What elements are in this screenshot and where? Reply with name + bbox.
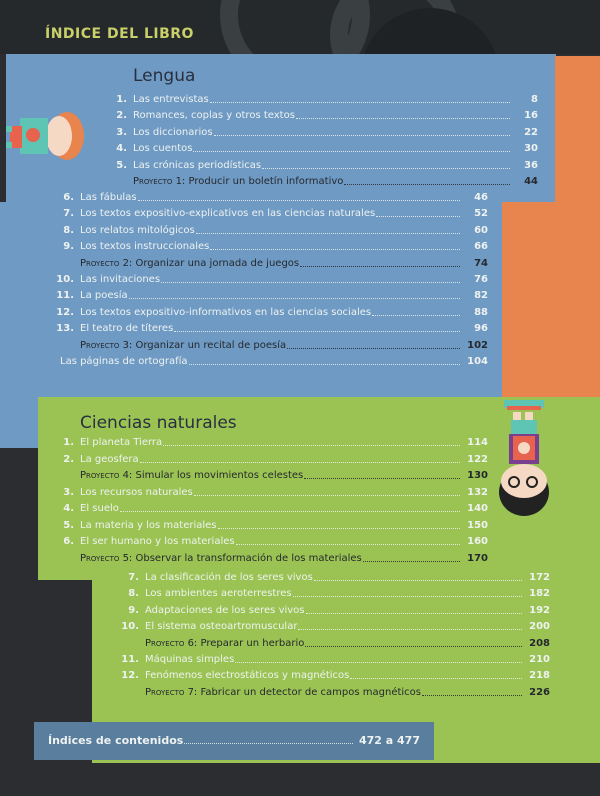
- dot-leader: [376, 216, 460, 217]
- dot-leader: [189, 364, 460, 365]
- toc-page: 8: [531, 94, 538, 105]
- toc-title-text: El planeta Tierra: [80, 437, 163, 448]
- toc-page: 218: [529, 670, 550, 682]
- toc-row[interactable]: [128, 601, 550, 617]
- toc-page: 16: [524, 110, 538, 122]
- toc-title: [145, 638, 304, 650]
- toc-number: 10.: [121, 621, 139, 633]
- project-label: Proyecto 2:: [80, 257, 133, 269]
- toc-number: 3.: [116, 126, 127, 138]
- toc-project-row[interactable]: [145, 683, 550, 699]
- toc-title-text: Adaptaciones de los seres vivos: [145, 604, 305, 616]
- toc-row[interactable]: [121, 666, 550, 682]
- toc-title-text: Las páginas de ortografía: [60, 356, 188, 367]
- toc-title: [80, 553, 362, 565]
- toc-number: 1.: [116, 94, 127, 105]
- toc-number: 11.: [121, 654, 139, 665]
- toc-title-text: Los ambientes aeroterrestres: [145, 588, 292, 600]
- dot-leader: [236, 544, 460, 545]
- toc-title: [80, 536, 235, 548]
- toc-project-row[interactable]: [80, 254, 488, 270]
- toc-title-text: Observar la transformación de los materiales: [135, 552, 362, 564]
- toc-number: 8.: [128, 588, 139, 600]
- toc-title-text: Los relatos mitológicos: [80, 224, 195, 236]
- toc-title-text: Las entrevistas: [133, 94, 209, 105]
- toc-number: 9.: [128, 604, 139, 616]
- toc-page: 472 a 477: [358, 734, 420, 747]
- section-title-ciencias: Ciencias naturales: [80, 413, 237, 433]
- dot-leader: [161, 282, 460, 283]
- toc-title: [80, 470, 303, 482]
- toc-page: 170: [467, 552, 488, 564]
- toc-row[interactable]: [63, 188, 488, 204]
- project-label: Proyecto 7:: [145, 686, 198, 698]
- toc-row[interactable]: [63, 483, 488, 499]
- toc-title-text: Los textos expositivo-informativos en las ciencias sociales: [80, 306, 372, 318]
- toc-title: [80, 340, 286, 352]
- toc-row[interactable]: [63, 433, 488, 449]
- dot-leader: [140, 462, 460, 463]
- toc-row[interactable]: [56, 286, 488, 302]
- dot-leader: [372, 315, 460, 316]
- toc-title-text: Los cuentos: [133, 143, 193, 155]
- project-label: Proyecto 5:: [80, 552, 133, 564]
- dot-leader: [210, 249, 460, 250]
- toc-title: [80, 225, 195, 237]
- toc-title-text: Producir un boletín informativo: [188, 176, 344, 187]
- toc-row[interactable]: [63, 532, 488, 548]
- dot-leader: [300, 266, 460, 267]
- toc-title: Índices de contenidos: [48, 734, 184, 747]
- toc-title: [145, 621, 297, 633]
- toc-page: 192: [529, 604, 550, 616]
- toc-title: [133, 94, 209, 106]
- toc-page: 82: [474, 290, 488, 302]
- toc-title: [133, 160, 261, 172]
- project-label: Proyecto 6:: [145, 637, 198, 649]
- toc-title-text: Los recursos naturales: [80, 486, 193, 498]
- toc-title-text: El suelo: [80, 503, 119, 514]
- toc-title-text: El sistema osteoartromuscular: [145, 621, 298, 633]
- dot-leader: [314, 580, 522, 581]
- toc-page: 208: [529, 637, 550, 649]
- toc-title-text: Fenómenos electrostáticos y magnéticos: [145, 670, 350, 682]
- toc-title: [133, 110, 295, 122]
- toc-number: 13.: [56, 323, 74, 335]
- toc-title: [80, 503, 119, 515]
- toc-number: 4.: [116, 143, 127, 155]
- toc-title-text: Organizar una jornada de juegos: [135, 257, 300, 269]
- toc-page: 66: [474, 241, 488, 253]
- toc-title: [80, 290, 128, 302]
- toc-row[interactable]: [56, 270, 488, 286]
- toc-title-text: Las crónicas periodísticas: [133, 159, 262, 171]
- child-illustration-lengua: [6, 100, 86, 170]
- toc-title-text: Organizar un recital de poesía: [135, 339, 287, 351]
- toc-title: [145, 670, 349, 682]
- toc-title-text: Fabricar un detector de campos magnéticos: [200, 686, 422, 698]
- dot-leader: [363, 561, 460, 562]
- toc-number: 9.: [63, 241, 74, 253]
- toc-row[interactable]: [116, 90, 538, 106]
- toc-row[interactable]: [63, 499, 488, 515]
- toc-row[interactable]: [116, 106, 538, 122]
- toc-number: 4.: [63, 503, 74, 514]
- dot-leader: [163, 445, 460, 446]
- dot-leader: [296, 118, 510, 119]
- toc-project-row[interactable]: [80, 549, 488, 565]
- toc-page: 44: [524, 176, 538, 187]
- toc-page: 30: [524, 143, 538, 155]
- toc-title-text: El ser humano y los materiales: [80, 536, 235, 547]
- toc-title: [80, 208, 375, 220]
- dot-leader: [193, 151, 510, 152]
- dot-leader: [120, 511, 460, 512]
- toc-row[interactable]: [63, 204, 488, 220]
- toc-title-text: Las invitaciones: [80, 274, 161, 285]
- dot-leader: [350, 678, 522, 679]
- toc-row[interactable]: [56, 319, 488, 335]
- toc-number: 7.: [63, 208, 74, 220]
- toc-number: 2.: [63, 453, 74, 465]
- dot-leader: [210, 102, 510, 103]
- toc-number: 11.: [56, 290, 74, 302]
- dot-leader: [298, 629, 522, 630]
- dot-leader: [214, 135, 510, 136]
- toc-title-text: Las fábulas: [80, 192, 137, 203]
- section-title-lengua: Lengua: [133, 66, 196, 86]
- toc-title: [80, 307, 371, 319]
- toc-page: 76: [474, 274, 488, 285]
- dot-leader: [422, 695, 522, 696]
- toc-row-indices[interactable]: [48, 731, 420, 747]
- toc-title-text: Máquinas simples: [145, 654, 235, 665]
- toc-title: [133, 127, 213, 139]
- blue-strip: [0, 398, 40, 448]
- toc-number: 5.: [116, 159, 127, 171]
- toc-number: 7.: [128, 572, 139, 583]
- toc-row[interactable]: [63, 516, 488, 532]
- toc-row[interactable]: [116, 139, 538, 155]
- toc-row[interactable]: [128, 584, 550, 600]
- toc-row[interactable]: [128, 568, 550, 584]
- dot-leader: [138, 200, 460, 201]
- toc-project-row[interactable]: [133, 172, 538, 188]
- toc-row[interactable]: [63, 450, 488, 466]
- toc-page: 96: [474, 323, 488, 335]
- toc-row[interactable]: [63, 237, 488, 253]
- toc-title: [80, 454, 139, 466]
- toc-title: [145, 654, 234, 666]
- toc-number: 1.: [63, 437, 74, 448]
- toc-page: 46: [474, 192, 488, 203]
- toc-page: 160: [467, 536, 488, 547]
- toc-title: [80, 258, 299, 270]
- toc-row[interactable]: [121, 617, 550, 633]
- toc-title-text: El teatro de títeres: [80, 323, 174, 335]
- page-title: ÍNDICE DEL LIBRO: [45, 26, 194, 42]
- toc-title: [145, 572, 313, 584]
- toc-title: [80, 487, 193, 499]
- toc-title-text: Romances, coplas y otros textos: [133, 110, 295, 122]
- toc-title: [145, 588, 292, 600]
- project-label: Proyecto 4:: [80, 470, 133, 481]
- dot-leader: [344, 184, 510, 185]
- toc-number: 12.: [121, 670, 139, 682]
- toc-row[interactable]: [56, 303, 488, 319]
- toc-number: 5.: [63, 519, 74, 531]
- toc-page: 114: [467, 437, 488, 448]
- toc-project-row[interactable]: [145, 634, 550, 650]
- toc-number: 8.: [63, 224, 74, 236]
- toc-page: 102: [467, 339, 488, 351]
- toc-title: [80, 274, 160, 286]
- toc-title-text: La geosfera: [80, 453, 139, 465]
- toc-page: 140: [467, 503, 488, 514]
- toc-title: [80, 520, 217, 532]
- toc-page: 210: [529, 654, 550, 665]
- toc-title-text: La poesía: [80, 290, 128, 302]
- toc-title: [60, 356, 188, 368]
- dot-leader: [293, 596, 522, 597]
- toc-page: 172: [529, 572, 550, 583]
- dot-leader: [194, 495, 460, 496]
- toc-number: 3.: [63, 486, 74, 498]
- toc-title: [133, 143, 192, 155]
- toc-title: [133, 176, 343, 188]
- dot-leader: [196, 233, 460, 234]
- toc-title-text: Preparar un herbario: [200, 637, 305, 649]
- toc-page: 226: [529, 686, 550, 698]
- toc-title-text: Simular los movimientos celestes: [135, 470, 304, 481]
- toc-title-text: Los textos expositivo-explicativos en las ciencias naturales: [80, 208, 376, 220]
- toc-title: [80, 437, 162, 449]
- toc-number: 10.: [56, 274, 74, 285]
- toc-page: 88: [474, 306, 488, 318]
- toc-number: 6.: [63, 536, 74, 547]
- toc-page: 22: [524, 126, 538, 138]
- toc-row[interactable]: [116, 156, 538, 172]
- toc-row[interactable]: [60, 352, 488, 368]
- toc-title: [80, 192, 137, 204]
- toc-title-text: Los diccionarios: [133, 126, 213, 138]
- toc-number: 2.: [116, 110, 127, 122]
- toc-page: 60: [474, 224, 488, 236]
- toc-page: 104: [467, 356, 488, 367]
- dot-leader: [129, 298, 460, 299]
- toc-row[interactable]: [63, 221, 488, 237]
- toc-page: 182: [529, 588, 550, 600]
- toc-row[interactable]: [116, 123, 538, 139]
- toc-title-text: La materia y los materiales: [80, 519, 217, 531]
- toc-title-text: Los textos instruccionales: [80, 241, 210, 253]
- toc-title-text: La clasificación de los seres vivos: [145, 572, 313, 583]
- project-label: Proyecto 3:: [80, 339, 133, 351]
- orange-block: [502, 202, 600, 399]
- dot-leader: [262, 168, 510, 169]
- toc-project-row[interactable]: [80, 466, 488, 482]
- toc-page: 52: [474, 208, 488, 220]
- orange-strip: [555, 56, 600, 204]
- child-illustration-ciencias: [495, 400, 555, 510]
- toc-title: [80, 241, 209, 253]
- dot-leader: [184, 743, 353, 744]
- toc-page: 122: [467, 453, 488, 465]
- toc-project-row[interactable]: [80, 336, 488, 352]
- toc-page: 130: [467, 470, 488, 481]
- toc-title: [80, 323, 173, 335]
- dot-leader: [304, 478, 460, 479]
- toc-page: 132: [467, 486, 488, 498]
- dot-leader: [174, 331, 460, 332]
- dot-leader: [287, 348, 460, 349]
- dot-leader: [218, 528, 461, 529]
- dot-leader: [235, 662, 522, 663]
- dot-leader: [305, 646, 522, 647]
- toc-row[interactable]: [121, 650, 550, 666]
- project-label: Proyecto 1:: [133, 176, 186, 187]
- toc-number: 6.: [63, 192, 74, 203]
- toc-title: [145, 687, 421, 699]
- toc-title: [145, 605, 305, 617]
- toc-page: 200: [529, 621, 550, 633]
- toc-page: 74: [474, 257, 488, 269]
- toc-page: 36: [524, 159, 538, 171]
- toc-number: 12.: [56, 306, 74, 318]
- toc-page: 150: [467, 519, 488, 531]
- dot-leader: [306, 613, 522, 614]
